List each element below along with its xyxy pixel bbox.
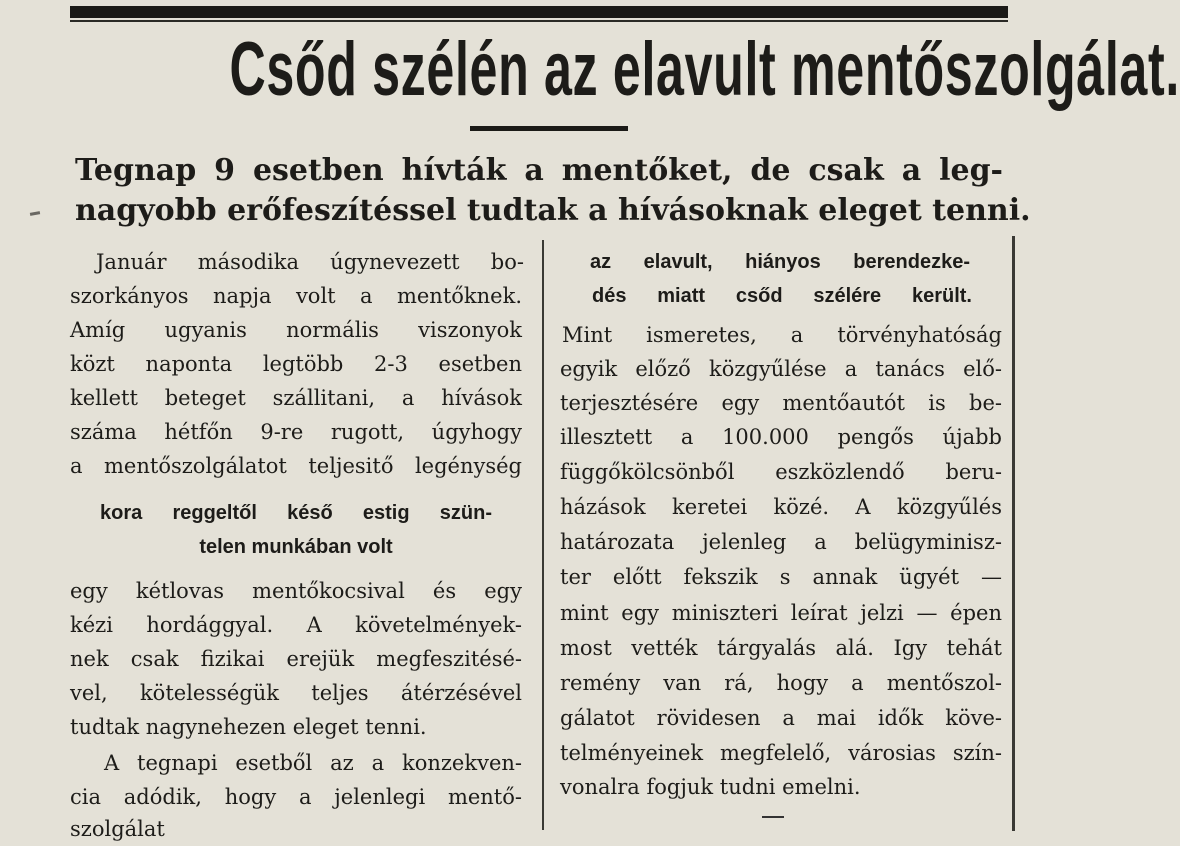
headline: Csőd szélén az elavult mentőszolgálat.: [229, 27, 1180, 112]
subheadline-line: Tegnap 9 esetben hívták a mentőket, de csak a leg-: [75, 153, 1003, 188]
subheading-line: telen munkában volt: [199, 536, 393, 558]
text-line: egy kétlovas mentőkocsival és egy: [70, 579, 522, 603]
text-line: határozata jelenleg a belügyminisz-: [560, 530, 1002, 554]
text-line: cia adódik, hogy a jelenlegi mentő-: [70, 785, 522, 809]
text-line: remény van rá, hogy a mentőszol-: [560, 671, 1002, 695]
text-line: Január másodika úgynevezett bo-: [96, 250, 524, 274]
page-edge-rule: [1012, 236, 1015, 831]
text-line: közt naponta legtöbb 2-3 esetben: [70, 352, 522, 376]
text-line: szorkányos napja volt a mentőknek.: [70, 284, 522, 308]
text-line: Mint ismeretes, a törvényhatóság: [562, 323, 1002, 347]
text-line: Amíg ugyanis normális viszonyok: [70, 318, 522, 342]
margin-mark: [30, 211, 40, 216]
text-line: kézi hordággyal. A követelmények-: [70, 613, 522, 637]
subheading-line: az elavult, hiányos berendezke-: [590, 251, 970, 273]
text-line: a mentőszolgálatot teljesitő legénység: [70, 454, 522, 478]
text-line: száma hétfőn 9-re rugott, úgyhogy: [70, 420, 522, 444]
text-line: vonalra fogjuk tudni emelni.: [560, 775, 861, 799]
top-rule: [70, 6, 1008, 18]
text-line: házások keretei közé. A közgyűlés: [560, 495, 1002, 519]
text-line: tudtak nagynehezen eleget tenni.: [70, 715, 427, 739]
text-line: vel, kötelességük teljes átérzésével: [70, 681, 522, 705]
text-line: illesztett a 100.000 pengős újabb: [560, 425, 1002, 449]
text-line: függőkölcsönből eszközlendő beru-: [560, 460, 1002, 484]
text-line: gálatot rövidesen a mai idők köve-: [560, 706, 1002, 730]
text-line: mint egy miniszteri leírat jelzi — épen: [560, 601, 1002, 625]
column-divider: [542, 240, 544, 830]
subheading-line: dés miatt csőd szélére került.: [592, 285, 972, 307]
end-dash: [762, 816, 784, 818]
headline-divider: [470, 126, 628, 131]
text-line: A tegnapi esetből az a konzekven-: [104, 751, 522, 775]
text-line: ter előtt fekszik s annak ügyét —: [560, 565, 1002, 589]
subheadline-line: nagyobb erőfeszítéssel tudtak a hívásoknak eleget tenni.: [75, 193, 1031, 228]
text-line: telményeinek megfelelő, városias szín-: [560, 741, 1002, 765]
text-line: terjesztésére egy mentőautót is be-: [560, 391, 1002, 415]
text-line: szolgálat: [70, 817, 165, 841]
text-line: kellett beteget szállitani, a hívások: [70, 386, 522, 410]
text-line: nek csak fizikai erejük megfeszitésé-: [70, 647, 522, 671]
subheading-line: kora reggeltől késő estig szün-: [100, 502, 492, 524]
top-rule-thin: [70, 20, 1008, 22]
text-line: egyik előző közgyűlése a tanács elő-: [560, 357, 1002, 381]
text-line: most vették tárgyalás alá. Igy tehát: [560, 636, 1002, 660]
